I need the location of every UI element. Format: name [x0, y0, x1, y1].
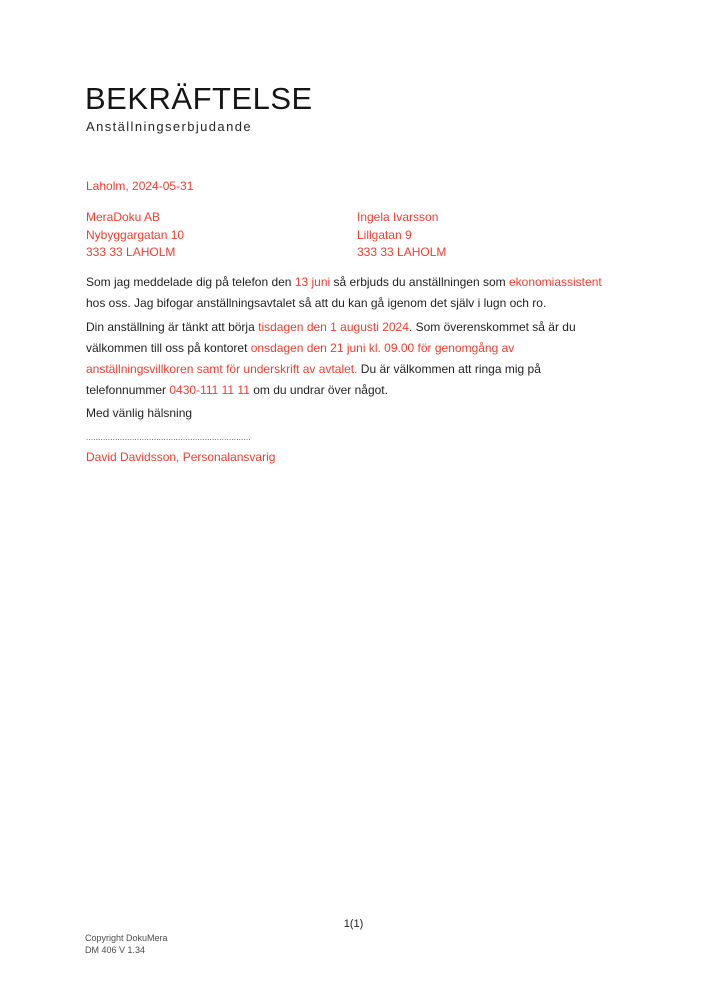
highlighted-text: onsdagen den 21 juni kl. 09.00 för genomgång av anställningsvillkoren samt för underskrift av avtalet. [86, 341, 515, 376]
body-text: så erbjuds du anställningen som [330, 275, 509, 289]
highlighted-text: 13 juni [294, 275, 331, 289]
footer-copyright: Copyright DokuMera [85, 933, 168, 943]
page-subtitle: Anställningserbjudande [86, 119, 252, 134]
highlighted-text: ekonomiassistent [508, 275, 602, 289]
recipient-city: 333 33 LAHOLM [357, 245, 447, 259]
footer-doc-id: DM 406 V 1.34 [85, 945, 146, 955]
sender-name: MeraDoku AB [86, 210, 161, 224]
body-text: . Som överenskommet så är du välkommen till oss på kontoret [86, 320, 576, 355]
page-number: 1(1) [343, 918, 364, 930]
address-section [86, 209, 626, 262]
footer-info [85, 932, 168, 956]
dateline: Laholm, 2024-05-31 [86, 179, 194, 193]
recipient-address [357, 209, 446, 262]
highlighted-text: 0430-111 11 11 [169, 383, 250, 397]
recipient-street: Lillgatan 9 [357, 227, 412, 242]
body-text: Du är välkommen att ringa mig på telefonnummer [86, 362, 541, 397]
signature-dotted-line: .................................................................... [86, 433, 251, 442]
paragraph-start-details [86, 317, 624, 401]
body-text: Som jag meddelade dig på telefon den [86, 275, 295, 289]
highlighted-text: tisdagen den 1 augusti 2024 [258, 320, 409, 334]
sender-city: 333 33 LAHOLM [86, 245, 176, 259]
page-title: BEKRÄFTELSE [85, 81, 313, 116]
signatory-name-title: David Davidsson, Personalansvarig [86, 450, 276, 464]
sender-street: Nybyggargatan 10 [86, 227, 185, 242]
body-text: hos oss. Jag bifogar anställningsavtalet så att du kan gå igenom det själv i lugn och ro. [86, 296, 547, 310]
closing-salutation: Med vänlig hälsning [86, 406, 193, 420]
recipient-name: Ingela Ivarsson [357, 210, 439, 224]
body-text: Din anställning är tänkt att börja [86, 320, 259, 334]
paragraph-offer [86, 272, 624, 314]
sender-address [86, 209, 356, 262]
body-text: om du undrar över något. [249, 383, 388, 397]
